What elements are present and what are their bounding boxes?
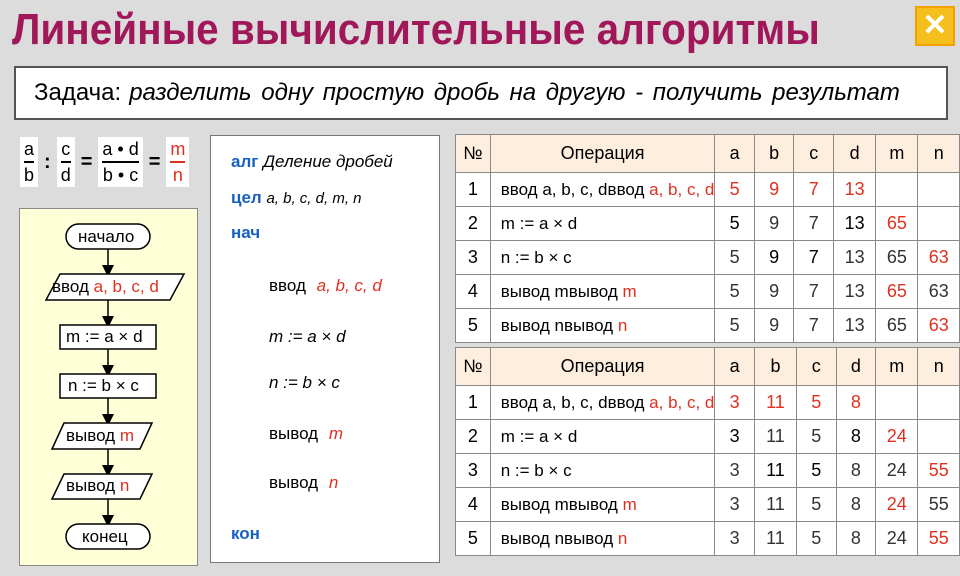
output-keyword: вывод	[66, 476, 116, 495]
output-n-line	[269, 473, 338, 493]
column-header-b: b	[754, 135, 794, 173]
fraction-denominator: d	[60, 165, 71, 185]
cell-n	[918, 207, 960, 241]
output-m-line	[269, 424, 343, 444]
column-header-b: b	[754, 348, 796, 386]
end-label: конец	[82, 527, 128, 546]
fraction-m-n	[166, 137, 189, 187]
cell-number: 3	[456, 241, 491, 275]
cell-c: 7	[794, 207, 834, 241]
cell-number: 2	[456, 420, 491, 454]
cell-n: 55	[918, 454, 960, 488]
operation-keyword: вывод	[564, 528, 618, 548]
page-title: Линейные вычислительные алгоритмы	[12, 5, 820, 54]
output-keyword: вывод	[269, 424, 319, 443]
cell-n: 63	[918, 241, 960, 275]
variables-list: a, b, c, d, m, n	[266, 190, 362, 207]
column-header-c: c	[796, 348, 836, 386]
cell-c: 7	[794, 275, 834, 309]
output-arg: m	[119, 426, 134, 445]
input-keyword: ввод	[269, 276, 306, 295]
table-row	[456, 488, 960, 522]
cell-a: 5	[715, 173, 755, 207]
cell-m: 65	[876, 275, 918, 309]
cell-n: 63	[918, 309, 960, 343]
input-keyword: ввод	[52, 277, 89, 296]
cell-m: 65	[876, 241, 918, 275]
cell-m: 65	[876, 309, 918, 343]
operation-args: n	[617, 528, 628, 548]
equals-sign: =	[148, 150, 161, 173]
cell-a: 5	[715, 207, 755, 241]
operation-args: n	[617, 315, 628, 335]
table-row	[456, 207, 960, 241]
equals-sign: =	[80, 150, 93, 173]
table-row	[456, 386, 960, 420]
cell-number: 5	[456, 309, 491, 343]
cell-c: 5	[796, 488, 836, 522]
column-header-a: a	[715, 348, 755, 386]
assign-n-line: n := b × c	[269, 373, 340, 392]
cell-a: 5	[715, 309, 755, 343]
fraction-formula	[20, 134, 189, 190]
flowchart	[19, 208, 198, 566]
cell-b: 11	[754, 488, 796, 522]
keyword-begin: нач	[231, 223, 261, 242]
cell-c: 7	[794, 241, 834, 275]
cell-m: 24	[876, 454, 918, 488]
task-text: разделить одну простую дробь на другую - получить результат	[129, 79, 900, 106]
cell-operation: n := b × c	[490, 241, 715, 275]
cell-b: 11	[754, 522, 796, 556]
operation-args: a, b, c, d	[649, 179, 715, 199]
output-keyword: вывод	[269, 473, 319, 492]
fraction-numerator: a • d	[102, 139, 139, 159]
cell-c: 5	[796, 386, 836, 420]
output-arg: n	[119, 476, 130, 495]
table-row	[456, 454, 960, 488]
cell-b: 11	[754, 386, 796, 420]
cell-operation: n := b × c	[490, 454, 715, 488]
assign-m-line: m := a × d	[269, 327, 346, 346]
table-header-row	[456, 348, 960, 386]
keyword-alg: алг	[231, 152, 259, 171]
fraction-c-d	[57, 137, 75, 187]
cell-operation: m := a × d	[490, 207, 715, 241]
keyword-cel: цел	[231, 188, 262, 207]
cell-n: 55	[918, 522, 960, 556]
close-icon: ✕	[922, 9, 948, 42]
cell-number: 5	[456, 522, 491, 556]
input-args: a, b, c, d	[316, 276, 382, 295]
end-line	[231, 524, 260, 544]
cell-c: 5	[796, 454, 836, 488]
cell-b: 9	[754, 173, 794, 207]
cell-a: 5	[715, 241, 755, 275]
column-header-m: m	[876, 135, 918, 173]
trace-table-1	[455, 134, 960, 343]
operation-args: m	[622, 494, 637, 514]
cell-d: 8	[836, 454, 876, 488]
cell-a: 3	[715, 522, 755, 556]
input-label	[52, 277, 159, 297]
column-header-n: n	[918, 348, 960, 386]
column-header-operation: Операция	[490, 135, 715, 173]
fraction-numerator: c	[61, 139, 71, 159]
operation-keyword: вывод	[568, 281, 623, 301]
cell-n	[918, 386, 960, 420]
cell-number: 4	[456, 488, 491, 522]
operation-args: m	[622, 281, 637, 301]
assign-m-label: m := a × d	[66, 327, 143, 346]
cell-b: 11	[754, 420, 796, 454]
cell-c: 5	[796, 522, 836, 556]
cell-operation: вывод mвывод m	[490, 275, 715, 309]
output-keyword: вывод	[66, 426, 116, 445]
cell-m: 65	[876, 207, 918, 241]
cell-b: 9	[754, 207, 794, 241]
fraction-ad-bc	[98, 137, 142, 187]
cell-d: 8	[836, 420, 876, 454]
variables-declaration	[231, 188, 362, 208]
begin-line	[231, 223, 260, 243]
fraction-denominator: b	[24, 165, 35, 185]
table-row	[456, 522, 960, 556]
cell-n	[918, 173, 960, 207]
cell-a: 3	[715, 454, 755, 488]
keyword-end: кон	[231, 524, 260, 543]
division-sign: :	[44, 150, 51, 173]
output-n-label	[66, 476, 129, 496]
cell-m: 24	[876, 488, 918, 522]
cell-operation: вывод nвывод n	[490, 309, 715, 343]
operation-keyword: вывод	[564, 315, 618, 335]
close-button[interactable]	[915, 6, 955, 46]
cell-d: 13	[833, 173, 875, 207]
assign-n-label: n := b × c	[68, 376, 139, 395]
table-row	[456, 241, 960, 275]
cell-operation: ввод a, b, c, dввод a, b, c, d	[490, 173, 715, 207]
algorithm-panel	[210, 135, 440, 563]
output-arg: n	[328, 473, 339, 492]
column-header-number: №	[456, 135, 491, 173]
operation-keyword: вывод	[568, 494, 623, 514]
cell-operation: вывод mвывод m	[490, 488, 715, 522]
algorithm-name: Деление дробей	[263, 152, 393, 171]
cell-number: 3	[456, 454, 491, 488]
cell-number: 1	[456, 173, 491, 207]
start-label: начало	[78, 227, 135, 246]
cell-a: 3	[715, 386, 755, 420]
cell-n: 63	[918, 275, 960, 309]
cell-a: 3	[715, 488, 755, 522]
cell-operation: вывод nвывод n	[490, 522, 715, 556]
fraction-numerator: m	[170, 139, 186, 159]
cell-b: 9	[754, 275, 794, 309]
cell-d: 13	[833, 207, 875, 241]
table-header-row	[456, 135, 960, 173]
cell-b: 11	[754, 454, 796, 488]
cell-b: 9	[754, 241, 794, 275]
cell-operation: ввод a, b, c, dввод a, b, c, d	[490, 386, 715, 420]
task-label: Задача:	[34, 79, 122, 106]
cell-m: 24	[876, 420, 918, 454]
cell-c: 5	[796, 420, 836, 454]
cell-c: 7	[794, 309, 834, 343]
table-row	[456, 420, 960, 454]
input-line	[269, 276, 382, 296]
column-header-number: №	[456, 348, 491, 386]
cell-d: 8	[836, 386, 876, 420]
cell-c: 7	[794, 173, 834, 207]
task-box	[14, 66, 948, 120]
column-header-operation: Операция	[490, 348, 715, 386]
cell-operation: m := a × d	[490, 420, 715, 454]
column-header-a: a	[715, 135, 755, 173]
cell-d: 13	[833, 309, 875, 343]
cell-b: 9	[754, 309, 794, 343]
input-args: a, b, c, d	[93, 277, 159, 296]
cell-m	[876, 173, 918, 207]
cell-d: 13	[833, 241, 875, 275]
operation-keyword: ввод	[607, 392, 650, 412]
column-header-d: d	[833, 135, 875, 173]
fraction-a-b	[20, 137, 38, 187]
table-row	[456, 275, 960, 309]
operation-args: a, b, c, d	[649, 392, 715, 412]
output-m-label	[66, 426, 134, 446]
operation-keyword: ввод	[607, 179, 650, 199]
cell-number: 1	[456, 386, 491, 420]
trace-table-2	[455, 347, 960, 556]
cell-number: 2	[456, 207, 491, 241]
cell-m	[876, 386, 918, 420]
cell-d: 13	[833, 275, 875, 309]
table-row	[456, 173, 960, 207]
cell-a: 5	[715, 275, 755, 309]
table-row	[456, 309, 960, 343]
fraction-numerator: a	[24, 139, 35, 159]
cell-m: 24	[876, 522, 918, 556]
algorithm-header	[231, 152, 393, 172]
cell-n	[918, 420, 960, 454]
column-header-c: c	[794, 135, 834, 173]
cell-number: 4	[456, 275, 491, 309]
output-arg: m	[328, 424, 343, 443]
cell-d: 8	[836, 522, 876, 556]
column-header-m: m	[876, 348, 918, 386]
cell-a: 3	[715, 420, 755, 454]
fraction-denominator: n	[172, 165, 183, 185]
fraction-denominator: b • c	[102, 165, 139, 185]
cell-n: 55	[918, 488, 960, 522]
cell-d: 8	[836, 488, 876, 522]
column-header-d: d	[836, 348, 876, 386]
column-header-n: n	[918, 135, 960, 173]
